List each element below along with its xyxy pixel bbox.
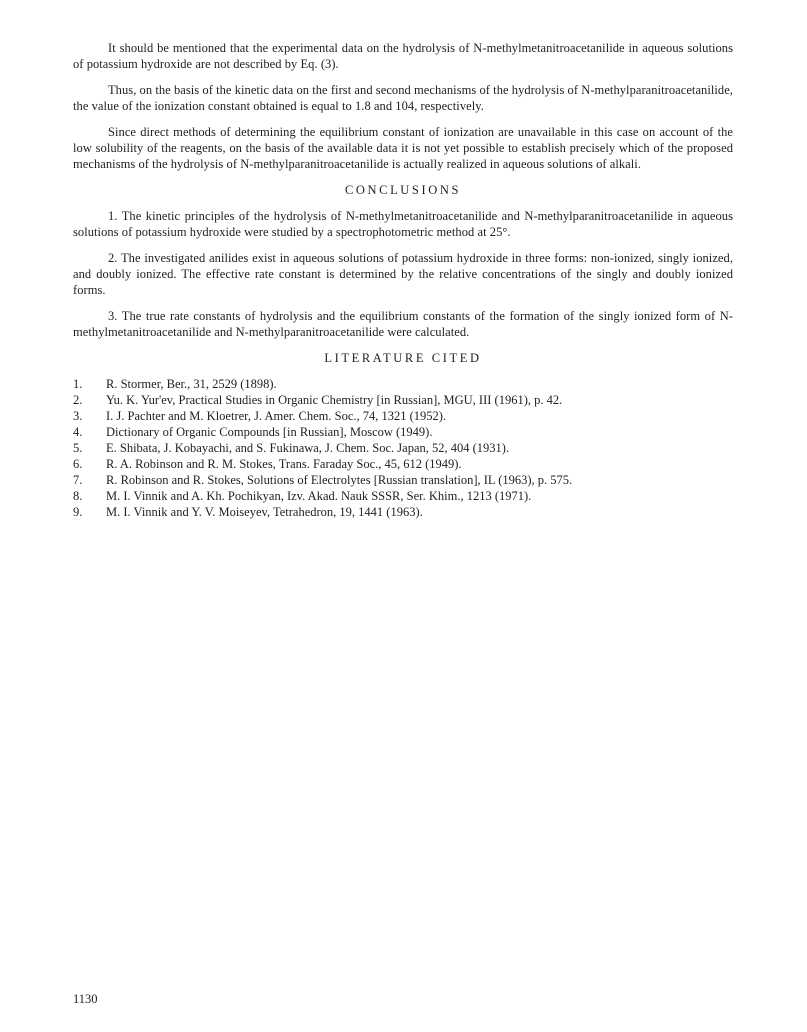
reference-list [73, 376, 733, 520]
page-number: 1130 [73, 992, 98, 1006]
reference-text: I. J. Pachter and M. Kloetrer, J. Amer. Chem. Soc., 74, 1321 (1952). [106, 409, 447, 423]
reference-number: 5. [73, 441, 83, 455]
reference-number: 6. [73, 457, 83, 471]
reference-item [73, 440, 733, 456]
reference-number: 7. [73, 473, 83, 487]
reference-text: Yu. K. Yur'ev, Practical Studies in Organic Chemistry [in Russian], MGU, III (1961), p. 42. [106, 393, 563, 407]
reference-number: 8. [73, 489, 83, 503]
conclusion-item: 3. The true rate constants of hydrolysis and the equilibrium constants of the formation of the singly ionized form of N-methylmetanitroacetanilide and N-methylparanitroacetanilide were calculated. [73, 309, 733, 339]
reference-item [73, 376, 733, 392]
reference-number: 1. [73, 377, 83, 391]
conclusion-item: 1. The kinetic principles of the hydrolysis of N-methylmetanitroacetanilide and N-methylparanitroacetanilide in aqueous solutions of potassium hydroxide were studied by a spectrophotometric method at 25°. [73, 209, 733, 239]
reference-item [73, 504, 733, 520]
literature-heading: LITERATURE CITED [324, 351, 482, 365]
reference-item [73, 488, 733, 504]
body-paragraph: It should be mentioned that the experimental data on the hydrolysis of N-methylmetanitroacetanilide in aqueous solutions of potassium hydroxide are not described by Eq. (3). [73, 41, 733, 71]
body-paragraph: Since direct methods of determining the equilibrium constant of ionization are unavailable in this case on account of the low solubility of the reagents, on the basis of the available data it is not yet possible to establish precisely which of the proposed mechanisms of the hydrolysis of N-methylparanitroacetanilide is actually realized in aqueous solutions of alkali. [73, 125, 733, 171]
reference-item [73, 424, 733, 440]
body-paragraph: Thus, on the basis of the kinetic data on the first and second mechanisms of the hydrolysis of N-methylparanitroacetanilide, the value of the ionization constant obtained is equal to 1.8 and 104, respectively. [73, 83, 733, 113]
reference-number: 9. [73, 505, 83, 519]
reference-text: Dictionary of Organic Compounds [in Russian], Moscow (1949). [106, 425, 433, 439]
reference-number: 4. [73, 425, 83, 439]
reference-number: 2. [73, 393, 83, 407]
reference-text: R. Robinson and R. Stokes, Solutions of Electrolytes [Russian translation], IL (1963), p. 575. [106, 473, 573, 487]
conclusion-item: 2. The investigated anilides exist in aqueous solutions of potassium hydroxide in three forms: non-ionized, singly ionized, and doubly ionized. The effective rate constant is determined by the relative concentrations of the singly and doubly ionized forms. [73, 251, 733, 297]
reference-number: 3. [73, 409, 83, 423]
reference-item [73, 472, 733, 488]
reference-item [73, 392, 733, 408]
reference-text: E. Shibata, J. Kobayachi, and S. Fukinawa, J. Chem. Soc. Japan, 52, 404 (1931). [106, 441, 510, 455]
reference-text: M. I. Vinnik and A. Kh. Pochikyan, Izv. Akad. Nauk SSSR, Ser. Khim., 1213 (1971). [106, 489, 532, 503]
reference-item [73, 408, 733, 424]
page-content [73, 40, 733, 520]
reference-text: M. I. Vinnik and Y. V. Moiseyev, Tetrahedron, 19, 1441 (1963). [106, 505, 423, 519]
reference-text: R. A. Robinson and R. M. Stokes, Trans. Faraday Soc., 45, 612 (1949). [106, 457, 462, 471]
reference-text: R. Stormer, Ber., 31, 2529 (1898). [106, 377, 277, 391]
reference-item [73, 456, 733, 472]
conclusions-heading: CONCLUSIONS [344, 183, 462, 197]
